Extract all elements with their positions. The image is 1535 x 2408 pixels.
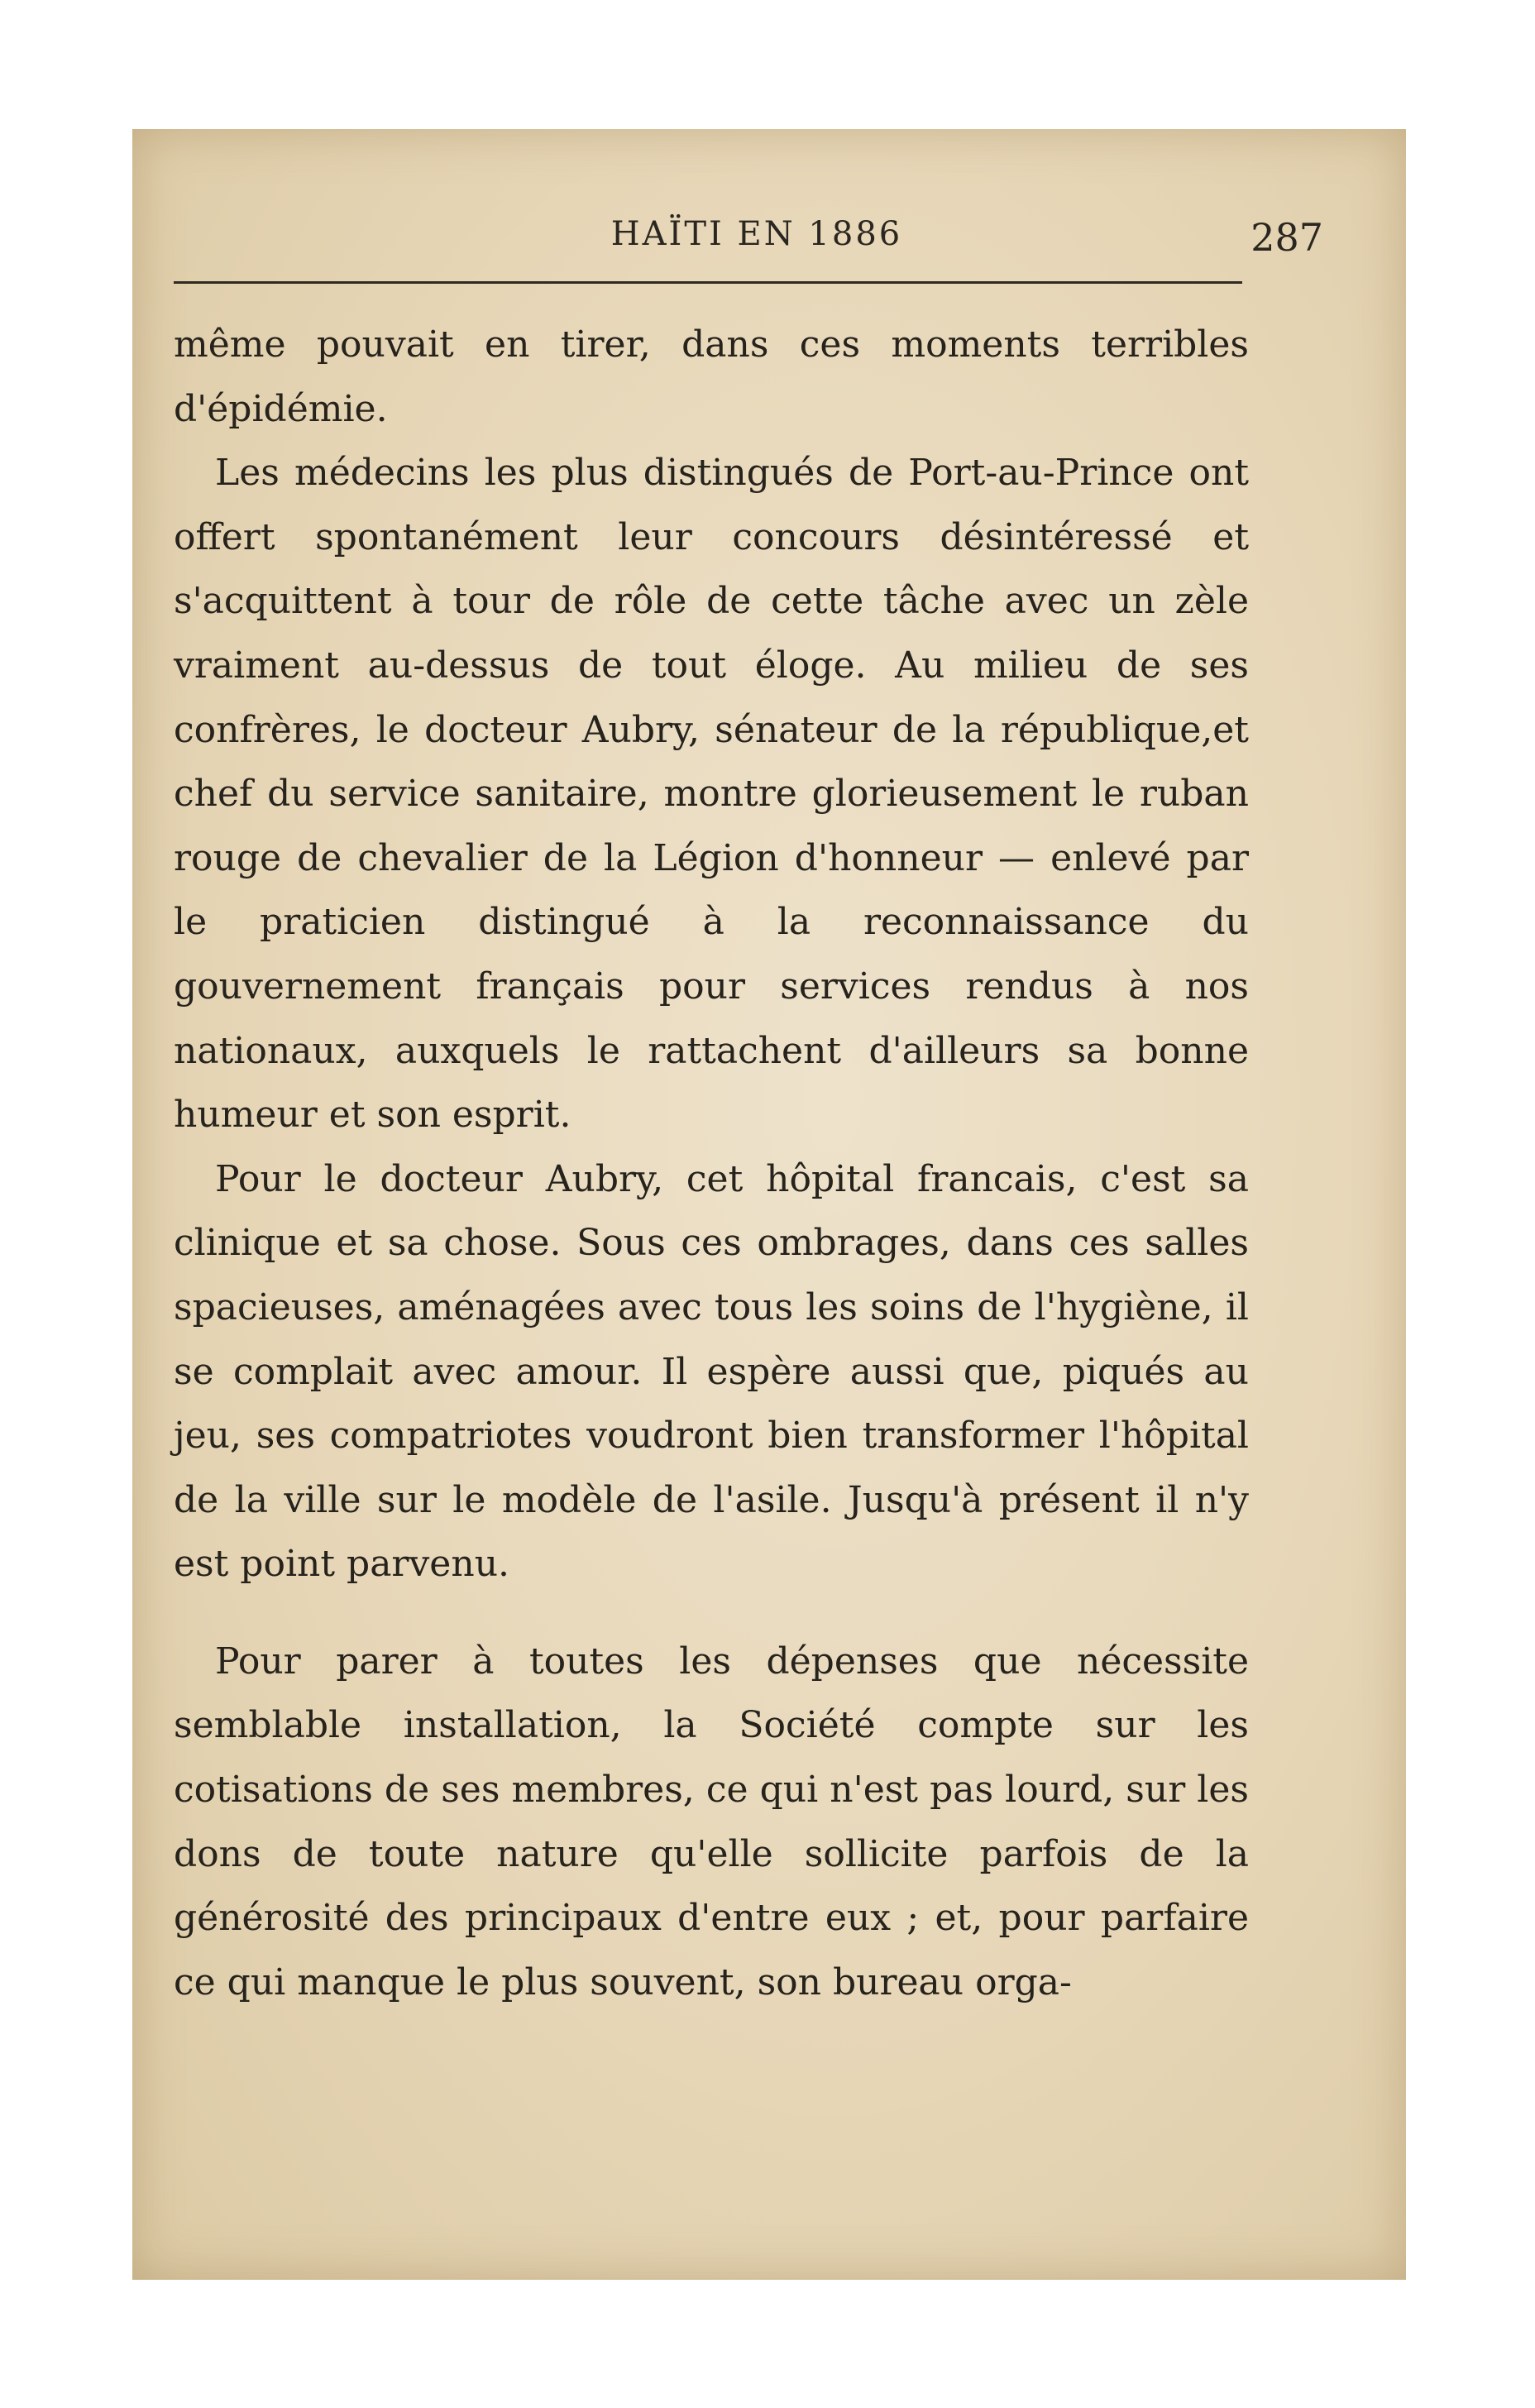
book-page	[132, 129, 1406, 2280]
page-header	[174, 215, 1340, 273]
page-number: 287	[1250, 215, 1323, 260]
paragraph-aubry: Pour le docteur Aubry, cet hôpital francais, c'est sa clinique et sa chose. Sous ces ombrages, dans ces salles spacieuses, aménagées avec tous les soins de l'hygiène, il se complait avec amour. Il espère aussi que, piqués au jeu, ses compatriotes voudront bien transformer l'hôpital de la ville sur le modèle de l'asile. Jusqu'à présent il n'y est point parvenu.	[174, 1157, 1249, 1586]
paragraph-depenses: Pour parer à toutes les dépenses que nécessite semblable installation, la Société compte sur les cotisations de ses membres, ce qui n'est pas lourd, sur les dons de toute nature qu'elle sollicite parfois de la générosité des principaux d'entre eux ; et, pour parfaire ce qui manque le plus souvent, son bureau orga-	[174, 1640, 1249, 2003]
header-rule	[174, 281, 1242, 284]
paragraph-continuation: même pouvait en tirer, dans ces moments terribles d'épidémie.	[174, 323, 1249, 430]
running-title: HAÏTI EN 1886	[610, 215, 903, 253]
body-text	[174, 313, 1249, 2014]
paragraph-medecins: Les médecins les plus distingués de Port-au-Prince ont offert spontanément leur concours désintéressé et s'acquittent à tour de rôle de cette tâche avec un zèle vraiment au-dessus de tout éloge. Au milieu de ses confrères, le docteur Aubry, sénateur de la république,et chef du service sanitaire, montre glorieusement le ruban rouge de chevalier de la Légion d'honneur — enlevé par le praticien distingué à la reconnaissance du gouvernement français pour services rendus à nos nationaux, auxquels le rattachent d'ailleurs sa bonne humeur et son esprit.	[174, 452, 1249, 1137]
